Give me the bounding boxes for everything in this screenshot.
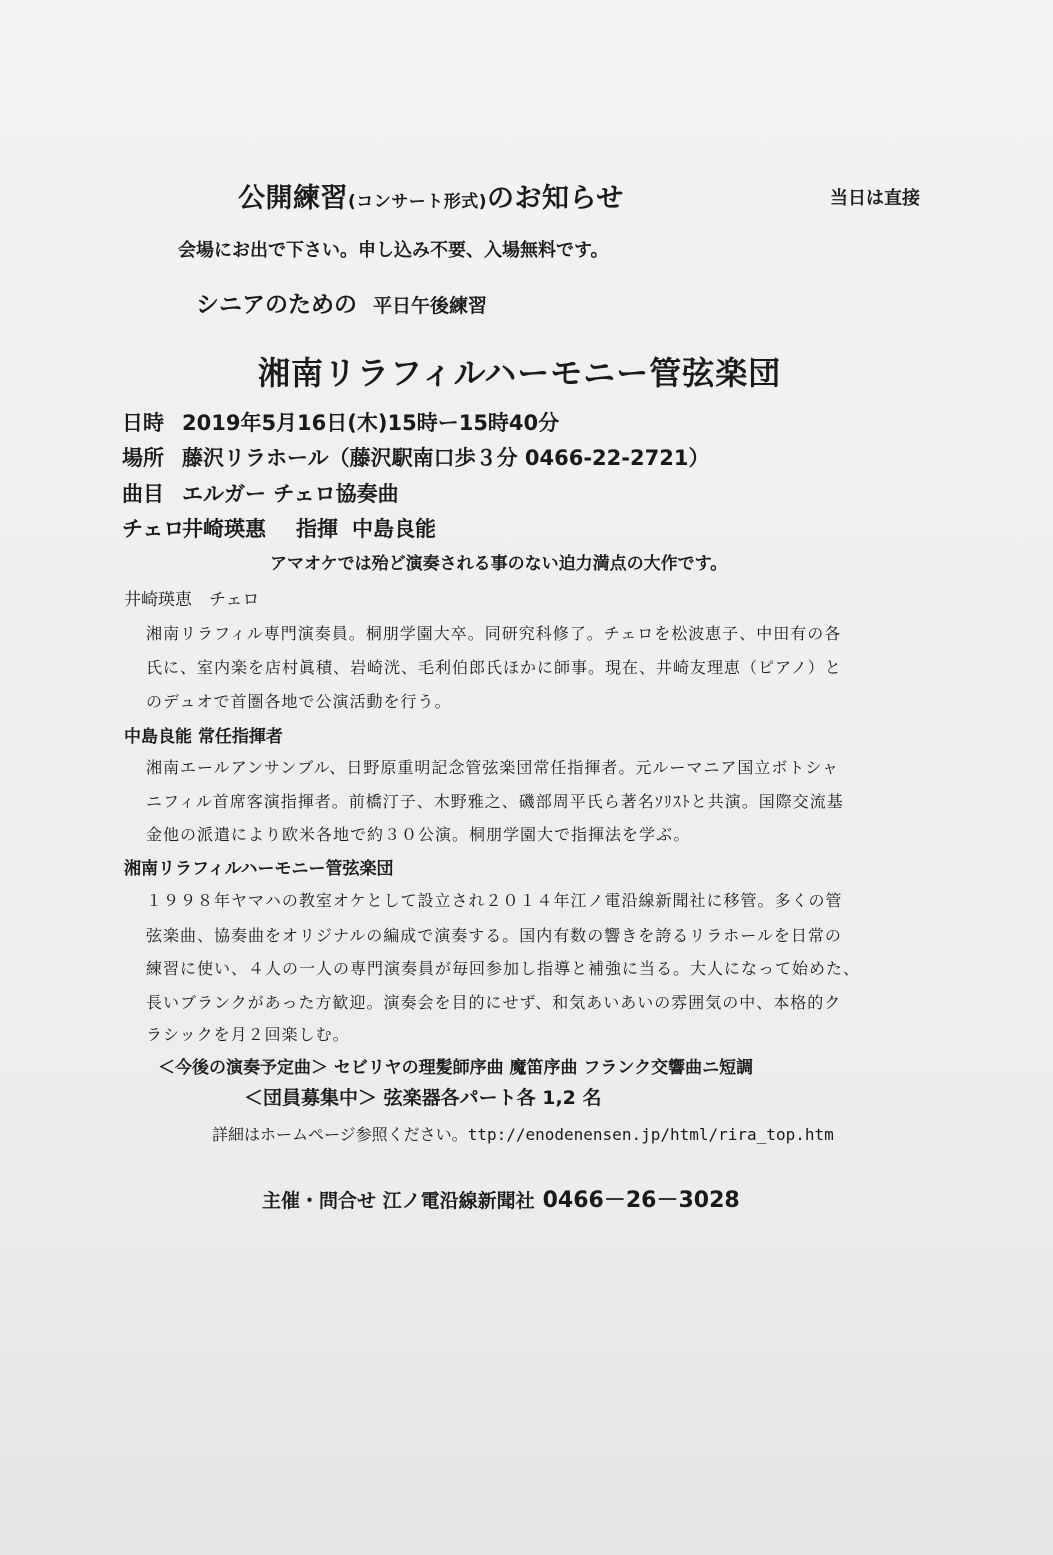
orchestra-bio-line: １９９８年ヤマハの教室オケとして設立され２０１４年江ノ電沿線新聞社に移管。多くの管 [146, 891, 843, 910]
details-line [212, 1122, 834, 1145]
title-end: のお知らせ [487, 183, 624, 214]
place-label: 場所 [122, 446, 164, 470]
sponsor-name: 主催・問合せ 江ノ電沿線新聞社 [262, 1190, 535, 1212]
cellist-bio-line: のデュオで首圏各地で公演活動を行う。 [146, 692, 452, 711]
conductor-value: 中島良能 [352, 517, 436, 541]
program-value: エルガー チェロ協奏曲 [182, 482, 399, 506]
cellist-bio-line: 湘南リラフィル専門演奏員。桐朋学園大卒。同研究科修了。チェロを松波恵子、中田有の各 [146, 624, 842, 643]
senior-label: シニアのための [196, 292, 357, 318]
orchestra-bio-heading: 湘南リラフィルハーモニー管弦楽団 [124, 859, 394, 879]
orchestra-bio-line: 長いブランクがあった方歓迎。演奏会を目的にせず、和気あいあいの雰囲気の中、本格的ク [146, 993, 842, 1012]
cello-value: 井崎瑛惠 [182, 517, 266, 541]
notice-title [238, 176, 624, 215]
homepage-url: ttp://enodenensen.jp/html/rira_top.htm [467, 1125, 834, 1144]
details-text: 詳細はホームページ参照ください。 [212, 1125, 468, 1144]
sponsor-line [262, 1183, 740, 1214]
date-row [122, 407, 559, 437]
program-label: 曲目 [122, 482, 164, 506]
tagline: アマオケでは殆ど演奏される事のない迫力満点の大作です。 [270, 554, 728, 574]
cellist-bio-line: 氏に、室内楽を店村眞積、岩崎洸、毛利伯郎氏ほかに師事。現在、井崎友理恵（ピアノ）と [146, 658, 842, 677]
orchestra-bio-line: ラシックを月２回楽しむ。 [146, 1025, 350, 1044]
orchestra-name: 湘南リラフィルハーモニー管弦楽団 [258, 354, 782, 392]
title-main: 公開練習 [238, 183, 348, 214]
conductor-label: 指揮 [296, 517, 338, 541]
performers-row [122, 513, 436, 543]
orchestra-bio-line: 弦楽曲、協奏曲をオリジナルの編成で演奏する。国内有数の響きを誇るリラホールを日常の [146, 926, 842, 945]
cello-label: チェロ [122, 517, 185, 541]
senior-heading [196, 286, 487, 319]
date-label: 日時 [122, 411, 164, 435]
conductor-bio-line: ニフィル首席客演指揮者。前橋汀子、木野雅之、磯部周平氏ら著名ｿﾘｽﾄと共演。国際交流基 [146, 792, 844, 811]
sponsor-phone: 0466－26－3028 [542, 1188, 740, 1213]
place-row [122, 442, 709, 472]
place-value: 藤沢リラホール（藤沢駅南口歩３分 0466-22-2721） [182, 446, 710, 470]
conductor-bio-heading: 中島良能 常任指揮者 [124, 727, 283, 747]
direct-note: 当日は直接 [830, 188, 920, 209]
orchestra-bio-line: 練習に使い、４人の一人の専門演奏員が毎回参加し指導と補強に当る。大人になって始めた、 [146, 959, 861, 978]
conductor-bio-line: 金他の派遣により欧米各地で約３０公演。桐朋学園大で指揮法を学ぶ。 [146, 825, 691, 844]
program-row [122, 478, 399, 508]
cellist-bio-heading: 井崎瑛恵 チェロ [124, 590, 260, 610]
upcoming-program: ＜今後の演奏予定曲＞ セビリヤの理髪師序曲 魔笛序曲 フランク交響曲ニ短調 [158, 1058, 754, 1078]
admission-note: 会場にお出で下さい。申し込み不要、入場無料です。 [178, 240, 609, 261]
title-paren: (コンサート形式) [348, 192, 488, 212]
weekday-practice-label: 平日午後練習 [373, 295, 488, 317]
conductor-bio-line: 湘南エールアンサンブル、日野原重明記念管弦楽団常任指揮者。元ルーマニア国立ボトシャ [146, 758, 840, 777]
date-value: 2019年5月16日(木)15時ー15時40分 [182, 411, 560, 435]
recruitment-note: ＜団員募集中＞ 弦楽器各パート各 1,2 名 [244, 1087, 602, 1109]
